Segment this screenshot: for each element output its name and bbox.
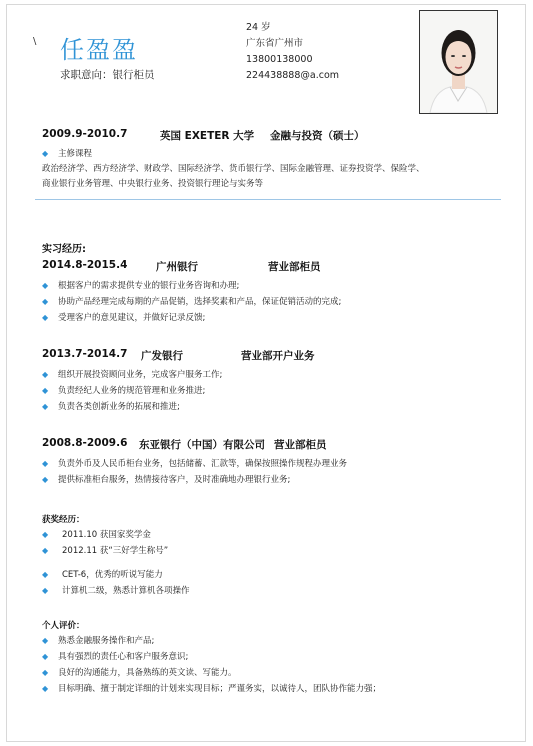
job-bullet <box>42 399 512 415</box>
internship-title: 实习经历: <box>42 244 86 255</box>
diamond-icon: ◆ <box>42 149 49 158</box>
diamond-icon: ◆ <box>42 459 49 468</box>
evaluation-text: 良好的沟通能力，具备熟练的英文读、写能力。 <box>58 668 237 678</box>
job-role: 营业部开户业务 <box>241 350 315 362</box>
evaluation-text: 具有强烈的责任心和客户服务意识; <box>58 652 189 662</box>
awards-title: 获奖经历： <box>42 515 85 525</box>
evaluation-item <box>42 665 512 681</box>
bullet-text: 负责各类创新业务的拓展和推进; <box>58 402 180 412</box>
job-entry <box>42 259 512 326</box>
candidate-name: 任盈盈 <box>60 36 138 64</box>
bullet-text: 提供标准柜台服务，热情接待客户，及时准确地办理银行业务; <box>58 475 291 485</box>
evaluation-item <box>42 649 512 665</box>
education-period: 2009.9-2010.7 <box>42 128 128 140</box>
evaluation-section <box>42 619 512 697</box>
job-role: 营业部柜员 <box>274 439 327 451</box>
education-header <box>42 128 512 143</box>
portrait-image <box>420 11 497 113</box>
awards-section <box>42 513 512 599</box>
job-header <box>42 437 512 452</box>
diamond-icon: ◆ <box>42 313 49 322</box>
job-header <box>42 348 512 363</box>
diamond-icon: ◆ <box>42 684 49 693</box>
job-company: 广发银行 <box>141 350 183 362</box>
job-period: 2014.8-2015.4 <box>42 259 128 271</box>
evaluation-item <box>42 681 512 697</box>
evaluation-item <box>42 633 512 649</box>
email: 224438888@a.com <box>246 70 340 81</box>
diamond-icon: ◆ <box>42 586 49 595</box>
job-period: 2013.7-2014.7 <box>42 348 128 360</box>
job-bullet <box>42 294 512 310</box>
job-header <box>42 259 512 274</box>
education-school: 英国 EXETER 大学 <box>160 130 255 142</box>
job-company: 东亚银行（中国）有限公司 <box>139 439 265 451</box>
evaluation-title: 个人评价： <box>42 621 85 631</box>
job-intent: 求职意向：银行柜员 <box>60 69 155 81</box>
evaluation-text: 熟悉金融服务操作和产品; <box>58 636 155 646</box>
contact-info <box>246 20 339 84</box>
diamond-icon: ◆ <box>42 530 49 539</box>
award-text: 计算机二级，熟悉计算机各项操作 <box>62 586 190 596</box>
phone: 13800138000 <box>246 54 313 65</box>
bullet-text: 协助产品经理完成每期的产品促销，选择奖素和产品，保证促销活动的完成; <box>58 297 342 307</box>
job-role: 营业部柜员 <box>268 261 321 273</box>
job-period: 2008.8-2009.6 <box>42 437 128 449</box>
age: 24 岁 <box>246 22 271 33</box>
courses-line-2: 商业银行业务管理、中央银行业务、投资银行理论与实务等 <box>42 179 264 189</box>
courses-label: 主修课程 <box>58 149 93 159</box>
job-bullet <box>42 367 512 383</box>
corner-mark: \ <box>33 36 37 47</box>
bullet-text: 组织开展投资顾问业务，完成客户服务工作; <box>58 370 223 380</box>
courses-label-row <box>42 146 512 162</box>
diamond-icon: ◆ <box>42 636 49 645</box>
award-item <box>42 527 512 543</box>
profile-photo <box>419 10 498 114</box>
diamond-icon: ◆ <box>42 668 49 677</box>
courses-line-1: 政治经济学、西方经济学、财政学、国际经济学、货币银行学、国际金融管理、证券投资学、保险学、 <box>42 164 425 174</box>
award-text: 2011.10 获国家奖学金 <box>62 530 151 540</box>
job-bullet <box>42 472 512 488</box>
bullet-text: 负责外币及人民币柜台业务，包括储蓄、汇款等，确保按照操作规程办理业务 <box>58 459 348 469</box>
section-divider <box>35 199 501 200</box>
diamond-icon: ◆ <box>42 297 49 306</box>
bullet-text: 受理客户的意见建议，并做好记录反馈; <box>58 313 206 323</box>
award-text: CET-6，优秀的听说写能力 <box>62 570 163 580</box>
job-entry <box>42 348 512 415</box>
education-section <box>42 128 512 192</box>
diamond-icon: ◆ <box>42 546 49 555</box>
location: 广东省广州市 <box>246 38 304 49</box>
diamond-icon: ◆ <box>42 475 49 484</box>
job-bullet <box>42 383 512 399</box>
job-entry <box>42 437 512 488</box>
education-major: 金融与投资（硕士） <box>270 130 365 142</box>
diamond-icon: ◆ <box>42 570 49 579</box>
diamond-icon: ◆ <box>42 370 49 379</box>
bullet-text: 负责经纪人业务的规范管理和业务推进; <box>58 386 206 396</box>
diamond-icon: ◆ <box>42 281 49 290</box>
job-bullet <box>42 278 512 294</box>
diamond-icon: ◆ <box>42 652 49 661</box>
award-item <box>42 543 512 559</box>
award-item <box>42 583 512 599</box>
award-text: 2012.11 获“三好学生称号” <box>62 546 169 556</box>
diamond-icon: ◆ <box>42 402 49 411</box>
internship-section <box>42 240 512 488</box>
bullet-text: 根据客户的需求提供专业的银行业务咨询和办理; <box>58 281 240 291</box>
job-company: 广州银行 <box>156 261 198 273</box>
evaluation-text: 目标明确、擅于制定详细的计划来实现目标；严谨务实，以诚待人，团队协作能力强； <box>58 684 382 694</box>
job-bullet <box>42 456 512 472</box>
job-bullet <box>42 310 512 326</box>
diamond-icon: ◆ <box>42 386 49 395</box>
award-item <box>42 567 512 583</box>
